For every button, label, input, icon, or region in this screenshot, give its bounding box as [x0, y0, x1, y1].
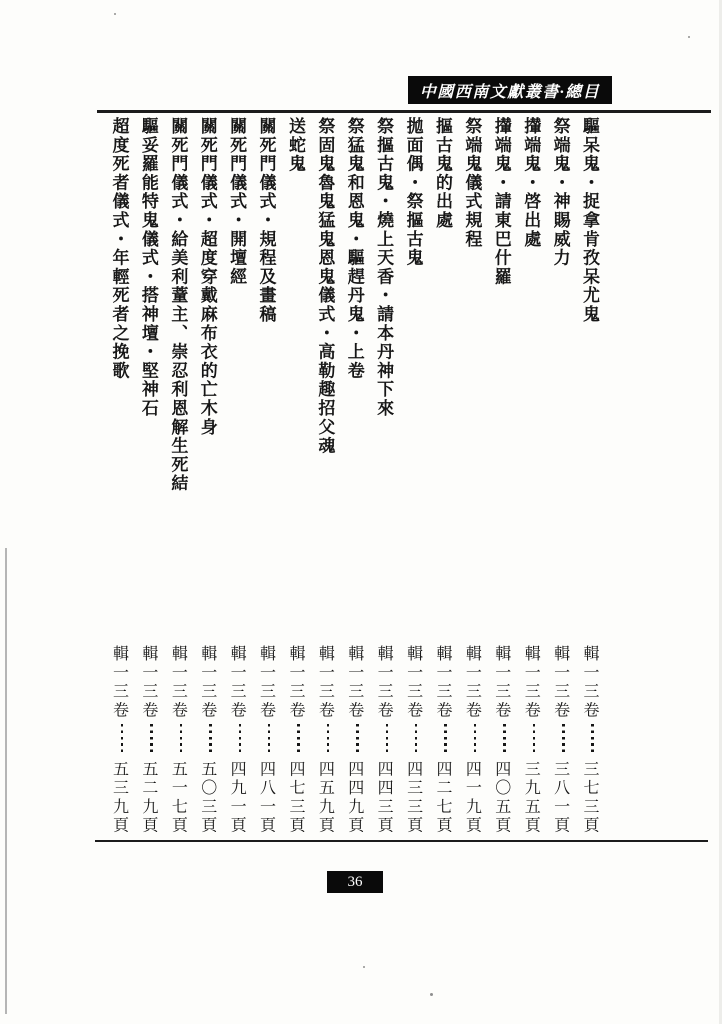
- toc-entry-ref: [134, 645, 163, 850]
- dotted-leader: [386, 724, 389, 756]
- toc-entry-title: 祭摳古鬼・燒上天香・請本丹神下來: [374, 117, 394, 418]
- dotted-leader: [503, 724, 506, 756]
- toc-entry-title: 攆端鬼・請東巴什羅: [491, 117, 511, 287]
- toc-entry-ref: [339, 645, 368, 850]
- toc-entry-title: 拋面偶・祭摳古鬼: [403, 117, 423, 268]
- toc-entry-ref: [369, 645, 398, 850]
- toc-entry-ref: [104, 645, 133, 850]
- dotted-leader: [180, 724, 183, 756]
- header-divider: [97, 110, 711, 113]
- dotted-leader: [474, 724, 477, 756]
- toc-entry-ref: [486, 645, 515, 850]
- toc-entry-title: 攆端鬼・啓出處: [521, 117, 541, 249]
- toc-entry-title: 祭固鬼魯鬼猛鬼恩鬼儀式・高勒趣招父魂: [315, 117, 335, 456]
- ref-page: 四四三頁: [375, 760, 393, 836]
- toc-entry-title: 關死門儀式・規程及畫稿: [256, 117, 276, 324]
- dotted-leader: [150, 724, 153, 756]
- dotted-leader: [297, 724, 300, 756]
- ref-volume: 輯一三卷: [286, 645, 304, 721]
- ref-volume: 輯一三卷: [139, 645, 157, 721]
- toc-entry-title: 摳古鬼的出處: [432, 117, 452, 230]
- ref-volume: 輯一三卷: [110, 645, 128, 721]
- toc-entry-ref: [251, 645, 280, 850]
- scan-artifact-left-edge: [5, 548, 7, 1014]
- ref-page: 三八一頁: [551, 760, 569, 836]
- ref-page: 五一七頁: [169, 760, 187, 836]
- toc-titles-block: [104, 117, 604, 547]
- ref-page: 四〇五頁: [492, 760, 510, 836]
- dotted-leader: [591, 724, 594, 756]
- series-title-banner: [408, 76, 612, 104]
- ref-volume: 輯一三卷: [404, 645, 422, 721]
- toc-entry-ref: [281, 645, 310, 850]
- toc-entry-ref: [457, 645, 486, 850]
- toc-entry-title: 超度死者儀式・年輕死者之挽歌: [109, 117, 129, 381]
- ref-volume: 輯一三卷: [433, 645, 451, 721]
- toc-entry-title: 祭猛鬼和恩鬼・驅趕丹鬼・上卷: [344, 117, 364, 381]
- ref-page: 三七三頁: [581, 760, 598, 836]
- ref-page: 四九一頁: [228, 760, 246, 836]
- ref-volume: 輯一三卷: [345, 645, 363, 721]
- toc-entry-ref: [222, 645, 251, 850]
- toc-entry-ref: [192, 645, 221, 850]
- ref-volume: 輯一三卷: [463, 645, 481, 721]
- toc-entry-title: 關死門儀式・給美利蕫主、崇忍利恩解生死結: [168, 117, 188, 493]
- ref-volume: 輯一三卷: [551, 645, 569, 721]
- ref-page: 四五九頁: [316, 760, 334, 836]
- dotted-leader: [562, 724, 565, 756]
- dotted-leader: [444, 724, 447, 756]
- toc-entry-ref: [575, 645, 604, 850]
- ref-volume: 輯一三卷: [257, 645, 275, 721]
- ref-volume: 輯一三卷: [228, 645, 246, 721]
- dotted-leader: [239, 724, 242, 756]
- dotted-leader: [268, 724, 271, 756]
- dotted-leader: [121, 724, 124, 756]
- ref-page: 四三三頁: [404, 760, 422, 836]
- ref-volume: 輯一三卷: [316, 645, 334, 721]
- scan-artifact-speck: [430, 993, 433, 996]
- scan-artifact-speck: [363, 966, 365, 968]
- ref-page: 五〇三頁: [198, 760, 216, 836]
- toc-entry-ref: [163, 645, 192, 850]
- toc-refs-block: [104, 645, 604, 850]
- ref-volume: 輯一三卷: [375, 645, 393, 721]
- toc-entry-title: 驅妥羅能特鬼儀式・搭神壇・堅神石: [138, 117, 158, 418]
- ref-page: 五二九頁: [139, 760, 157, 836]
- ref-volume: 輯一三卷: [169, 645, 187, 721]
- ref-page: 四二七頁: [433, 760, 451, 836]
- dotted-leader: [533, 724, 536, 756]
- dotted-leader: [415, 724, 418, 756]
- toc-entry-ref: [398, 645, 427, 850]
- ref-page: 四四九頁: [345, 760, 363, 836]
- toc-entry-title: 祭端鬼・神賜威力: [550, 117, 570, 268]
- toc-entry-ref: [310, 645, 339, 850]
- ref-volume: 輯一三卷: [581, 645, 598, 721]
- scan-artifact-speck: [114, 13, 116, 15]
- page-number-badge: [327, 871, 383, 893]
- toc-entry-title: 驅呆鬼・捉拿肯孜呆尤鬼: [580, 117, 599, 324]
- toc-entry-ref: [516, 645, 545, 850]
- toc-entry-ref: [428, 645, 457, 850]
- footer-divider: [95, 840, 708, 842]
- ref-page: 四八一頁: [257, 760, 275, 836]
- ref-volume: 輯一三卷: [522, 645, 540, 721]
- dotted-leader: [209, 724, 212, 756]
- ref-page: 五三九頁: [110, 760, 128, 836]
- ref-volume: 輯一三卷: [492, 645, 510, 721]
- ref-page: 四一九頁: [463, 760, 481, 836]
- toc-entry-title: 關死門儀式・開壇經: [227, 117, 247, 287]
- toc-entry-title: 送蛇鬼: [285, 117, 305, 174]
- scan-artifact-speck: [688, 36, 690, 38]
- series-title: 中國西南文獻叢書·總目: [419, 83, 601, 101]
- toc-entry-title: 祭端鬼儀式規程: [462, 117, 482, 249]
- page-number: 36: [347, 873, 363, 890]
- ref-volume: 輯一三卷: [198, 645, 216, 721]
- ref-page: 三九五頁: [522, 760, 540, 836]
- dotted-leader: [327, 724, 330, 756]
- dotted-leader: [356, 724, 359, 756]
- ref-page: 四七三頁: [286, 760, 304, 836]
- toc-entry-title: 關死門儀式・超度穿戴麻布衣的亡木身: [197, 117, 217, 437]
- toc-entry-ref: [545, 645, 574, 850]
